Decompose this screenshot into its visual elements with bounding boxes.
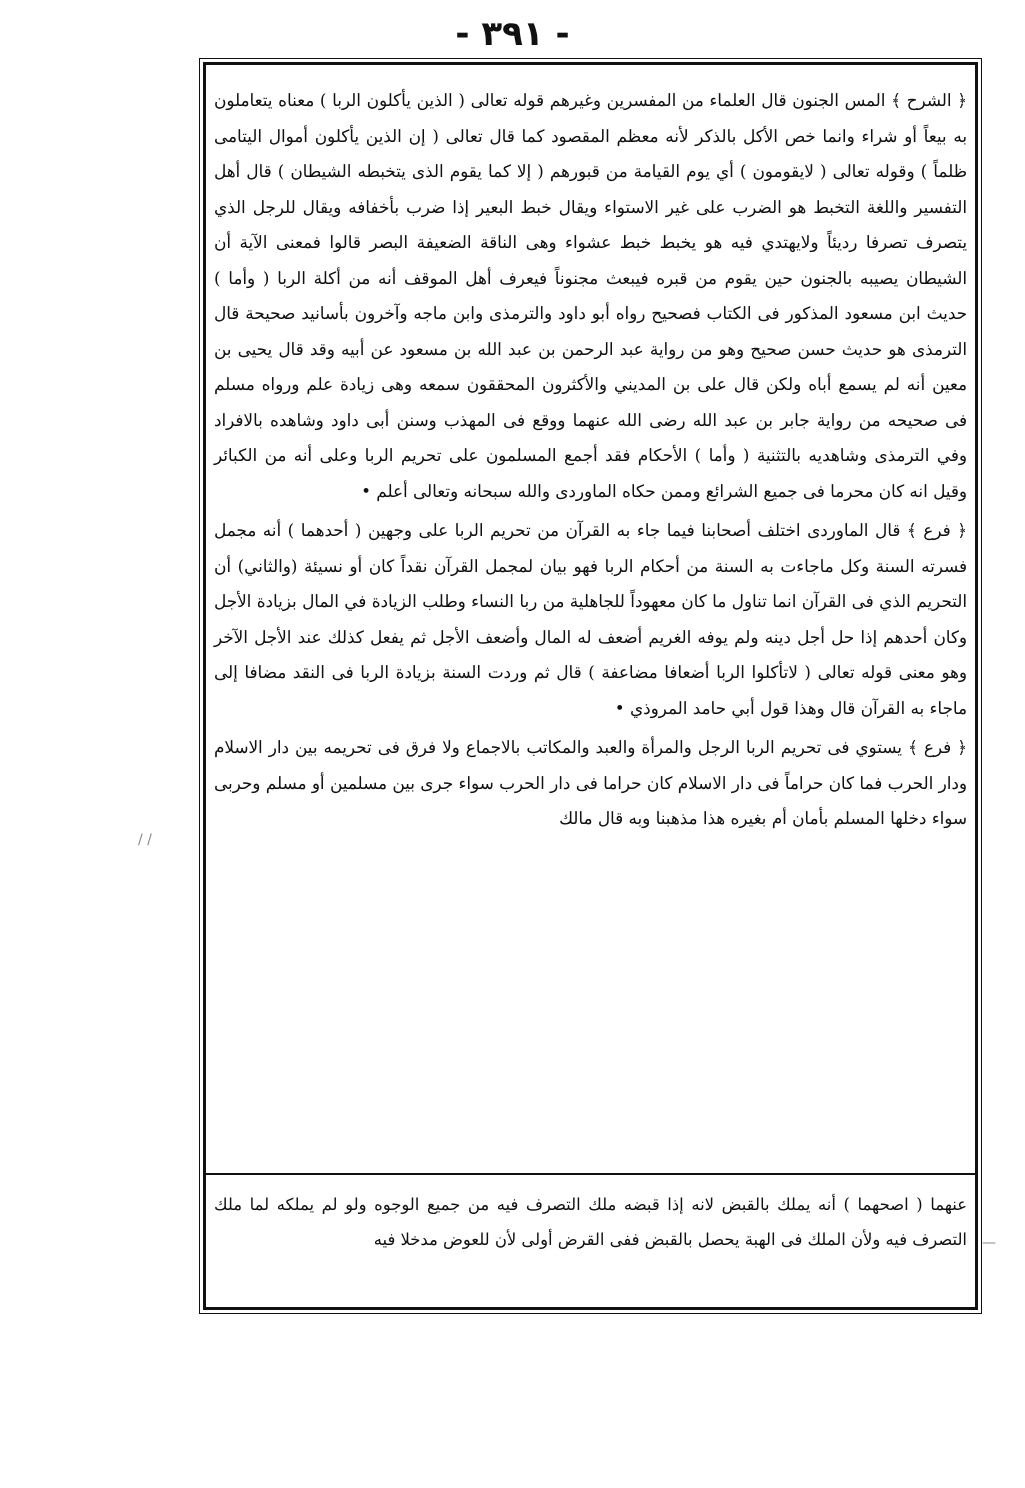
- paragraph-commentary: ﴿ الشرح ﴾ المس الجنون قال العلماء من المفسرين وغيرهم قوله تعالى ( الذين يأكلون الربا ) معناه يتعاملون به بيعاً أو شراء وانما خص الأكل بالذكر لأنه معظم المقصود كما قال تعالى ( إن الذين يأكلون أموال اليتامى ظلماً ) وقوله تعالى ( لايقومون ) أي يوم القيامة من قبورهم ( إلا كما يقوم الذى يتخبطه الشيطان ) قال أهل التفسير واللغة التخبط هو الضرب على غير الاستواء ويقال خبط البعير إذا ضرب بأخفافه ويقال للرجل الذي يتصرف تصرفا رديئاً ولايهتدي فيه هو يخبط خبط عشواء وهى الناقة الضعيفة البصر قالوا فمعنى الآية أن الشيطان يصيبه بالجنون حين يقوم من قبره فيبعث مجنوناً فيعرف أهل الموقف أنه من أكلة الربا ( وأما ) حديث ابن مسعود المذكور فى الكتاب فصحيح رواه أبو داود والترمذى وابن ماجه وآخرون بأسانيد صحيحة قال الترمذى هو حديث حسن صحيح وهو من رواية عبد الرحمن بن عبد الله بن مسعود عن أبيه وقد قال يحيى بن معين أنه لم يسمع أباه ولكن قال على بن المديني والأكثرون المحققون سمعه وهى زيادة علم ورواه مسلم فى صحيحه من رواية جابر بن عبد الله رضى الله عنهما ووقع فى المهذب وسنن أبى داود وشاهده بالافراد وفي الترمذى وشاهديه بالتثنية ( وأما ) الأحكام فقد أجمع المسلمون على تحريم الربا وعلى أنه من الكبائر وقيل انه كان محرما فى جميع الشرائع وممن حكاه الماوردى والله سبحانه وتعالى أعلم •: [214, 90, 967, 501]
- page-frame: [203, 62, 978, 1310]
- footnote-divider: [203, 1173, 978, 1175]
- page-number: - ٣٩١ -: [455, 14, 570, 54]
- paragraph-branch-1: ﴿ فرع ﴾ قال الماوردى اختلف أصحابنا فيما جاء به القرآن من تحريم الربا على وجهين ( أحدهما ) أنه مجمل فسرته السنة وكل ماجاءت به السنة من أحكام الربا فهو بيان لمجمل القرآن نقداً كان أو نسيئة (والثاني) أن التحريم الذي فى القرآن انما تناول ما كان معهوداً للجاهلية من ربا النساء وطلب الزيادة في المال بزيادة الأجل وكان أحدهم إذا حل أجل دينه ولم يوفه الغريم أضعف له المال وأضعف الأجل ثم يفعل كذلك عند الأجل الآخر وهو معنى قوله تعالى ( لاتأكلوا الربا أضعافا مضاعفة ) قال ثم وردت السنة بزيادة الربا فى النقد مضافا إلى ماجاء به القرآن قال وهذا قول أبي حامد المروذي •: [214, 520, 967, 718]
- footnote-text: عنهما ( اصحهما ) أنه يملك بالقبض لانه إذا قبضه ملك التصرف فيه من جميع الوجوه ولو لم يملكه لما ملك التصرف فيه ولأن الملك فى الهبة يحصل بالقبض ففى القرض أولى لأن للعوض مدخلا فيه: [214, 1195, 967, 1249]
- main-text: [214, 83, 967, 1171]
- margin-pen-stroke: —: [982, 1235, 996, 1251]
- paragraph-branch-2: ﴿ فرع ﴾ يستوي فى تحريم الربا الرجل والمرأة والعبد والمكاتب بالاجماع ولا فرق فى تحريمه بين دار الاسلام ودار الحرب فما كان حراماً فى دار الاسلام كان حراما فى دار الحرب سواء جرى بين مسلمين أو مسلم وحربى سواء دخلها المسلم بأمان أم بغيره هذا مذهبنا وبه قال مالك: [214, 737, 967, 828]
- margin-scribble: / /: [138, 832, 152, 848]
